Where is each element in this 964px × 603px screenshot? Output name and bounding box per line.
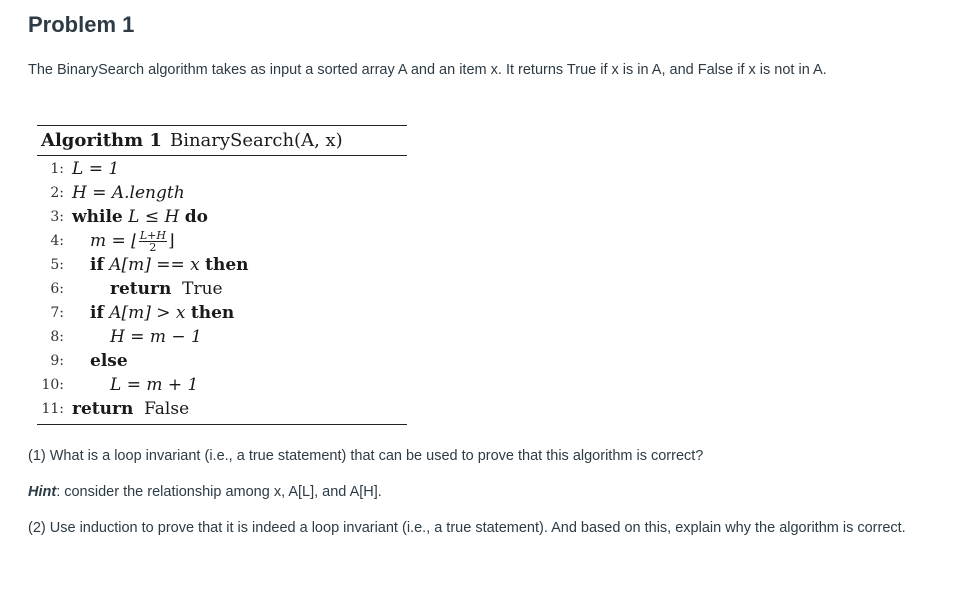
keyword-return: return: [110, 279, 172, 299]
keyword-else: else: [90, 351, 128, 371]
line-code: L = 1: [72, 159, 120, 179]
line-number: 5:: [50, 257, 64, 273]
keyword-do: do: [184, 207, 208, 227]
line-number: 2:: [50, 185, 64, 201]
algorithm-line-11: [37, 397, 407, 421]
question-1: (1) What is a loop invariant (i.e., a true statement) that can be used to prove that this algorithm is correct?: [28, 448, 704, 464]
algorithm-line-3: [37, 205, 407, 229]
algorithm-line-5: [37, 253, 407, 277]
algorithm-line-10: [37, 373, 407, 397]
keyword-return: return: [72, 399, 134, 419]
keyword-while: while: [72, 207, 123, 227]
algorithm-name: BinarySearch(A, x): [169, 130, 343, 151]
line-code-suffix: ⌋: [167, 231, 175, 251]
line-code-group: [72, 303, 234, 323]
algorithm-line-4: [37, 229, 407, 253]
line-code: H = m − 1: [110, 327, 202, 347]
algorithm-line-1: [37, 157, 407, 181]
problem-intro: The BinarySearch algorithm takes as input a sorted array A and an item x. It returns True if x is in A, and False if x is not in A.: [28, 62, 827, 78]
line-number: 1:: [50, 161, 64, 177]
keyword-then: then: [205, 255, 249, 275]
line-number: 9:: [50, 353, 64, 369]
line-number: 4:: [50, 233, 64, 249]
algorithm-line-7: [37, 301, 407, 325]
keyword-if: if: [90, 255, 104, 275]
line-number: 8:: [50, 329, 64, 345]
hint-label: Hint: [28, 484, 57, 500]
line-number: 11:: [41, 401, 64, 417]
line-code-group: [72, 255, 249, 275]
algorithm-line-9: [37, 349, 407, 373]
algorithm-line-8: [37, 325, 407, 349]
fraction-numerator: L+H: [139, 228, 166, 242]
line-code: [72, 230, 175, 253]
algorithm-header: [37, 126, 407, 155]
algorithm-line-6: [37, 277, 407, 301]
hint: [28, 480, 908, 504]
hint-text: : consider the relationship among x, A[L], and A[H].: [56, 484, 382, 500]
line-number: 6:: [50, 281, 64, 297]
line-number: 10:: [41, 377, 64, 393]
line-code: A[m] > x: [109, 303, 186, 323]
algorithm-label: Algorithm 1: [41, 130, 162, 151]
algorithm-box: [37, 125, 407, 425]
algorithm-lines: [37, 156, 407, 421]
line-code: False: [144, 399, 190, 419]
line-code: H = A.length: [72, 183, 185, 203]
algorithm-line-2: [37, 181, 407, 205]
keyword-then: then: [190, 303, 235, 323]
fraction-denominator: 2: [149, 240, 157, 254]
algorithm-bottom-rule: [37, 424, 407, 425]
line-code: L ≤ H: [128, 207, 180, 227]
fraction: [139, 230, 167, 253]
line-number: 3:: [50, 209, 64, 225]
line-code: A[m] == x: [109, 255, 200, 275]
line-number: 7:: [50, 305, 64, 321]
line-code: True: [182, 279, 223, 299]
line-code-group: [72, 279, 223, 299]
page-title: Problem 1: [28, 12, 135, 37]
keyword-if: if: [90, 303, 104, 323]
line-code-prefix: m = ⌊: [90, 231, 138, 251]
question-2: (2) Use induction to prove that it is indeed a loop invariant (i.e., a true statement). And based on this, explain why the algorithm is correct.: [28, 520, 906, 536]
line-code: L = m + 1: [110, 375, 199, 395]
